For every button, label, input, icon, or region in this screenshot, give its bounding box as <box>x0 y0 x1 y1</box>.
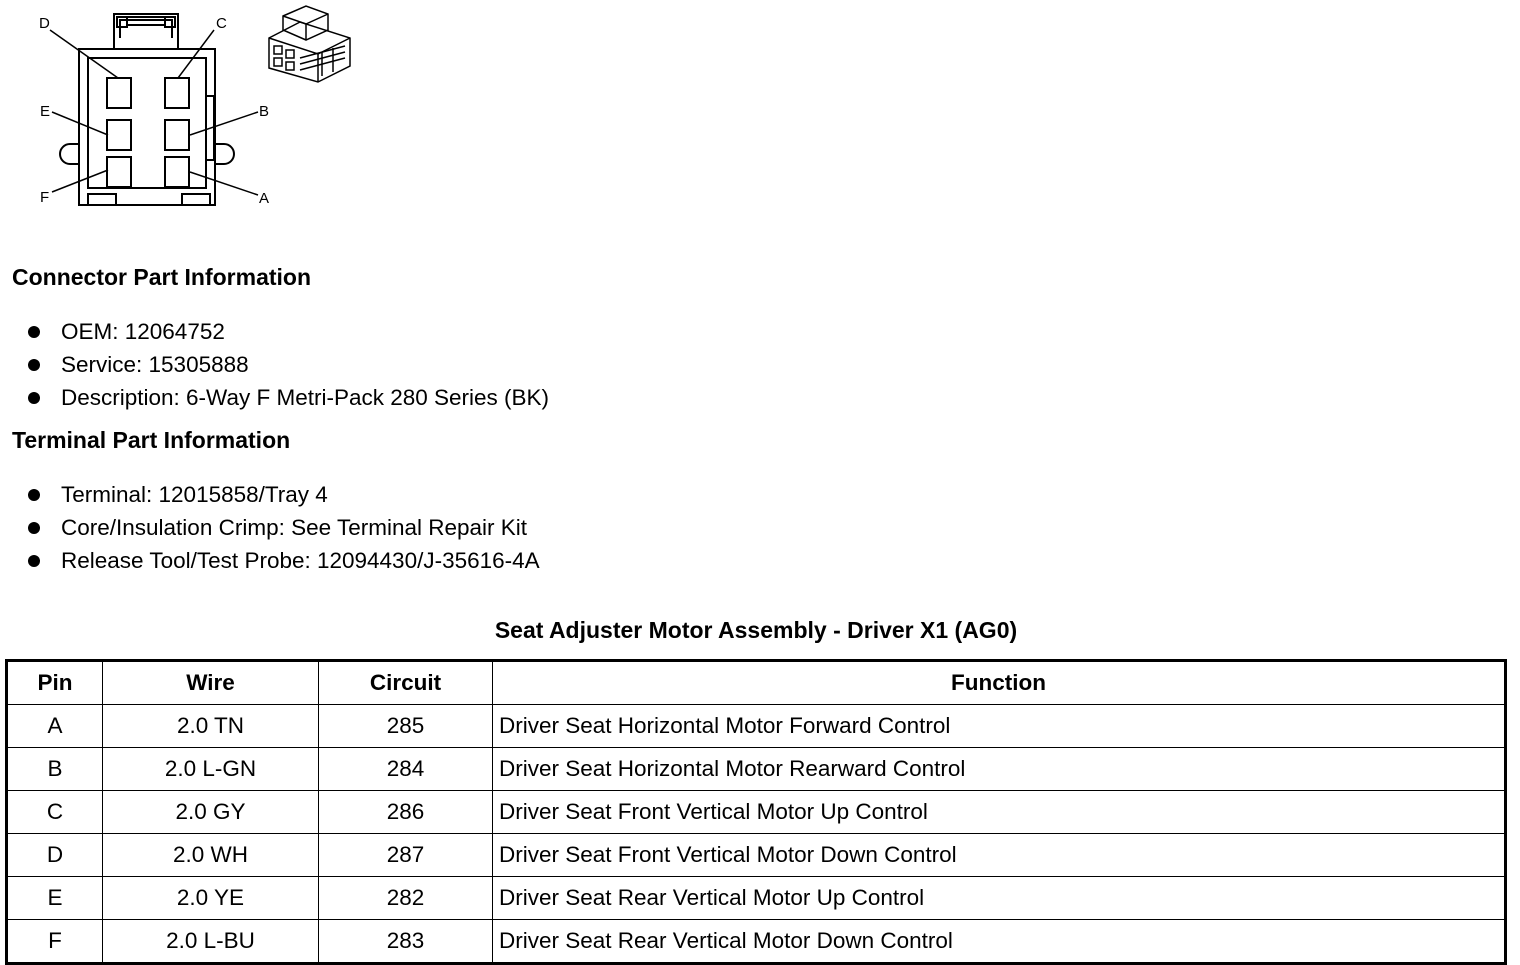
oem-part: OEM: 12064752 <box>61 319 225 344</box>
circuit-cell: 282 <box>319 877 493 920</box>
pin-cell: F <box>7 920 103 964</box>
pin-cell: A <box>7 705 103 748</box>
bullet-icon <box>28 326 40 338</box>
wire-cell: 2.0 YE <box>103 877 319 920</box>
table-row <box>7 705 1506 748</box>
header-circuit: Circuit <box>319 661 493 705</box>
bullet-icon <box>28 359 40 371</box>
circuit-cell: 283 <box>319 920 493 964</box>
function-cell: Driver Seat Front Vertical Motor Up Control <box>493 791 1506 834</box>
table-row <box>7 834 1506 877</box>
function-cell: Driver Seat Horizontal Motor Forward Control <box>493 705 1506 748</box>
bullet-icon <box>28 522 40 534</box>
header-function: Function <box>493 661 1506 705</box>
wire-cell: 2.0 TN <box>103 705 319 748</box>
callout-a: A <box>259 190 270 207</box>
circuit-cell: 284 <box>319 748 493 791</box>
callout-d: D <box>39 15 50 32</box>
list-item <box>28 348 549 381</box>
cavity-f <box>107 157 131 187</box>
circuit-cell: 287 <box>319 834 493 877</box>
function-cell: Driver Seat Rear Vertical Motor Down Control <box>493 920 1506 964</box>
callout-e: E <box>40 103 51 120</box>
table-header-row <box>7 661 1506 705</box>
callout-b: B <box>259 103 270 120</box>
table-row <box>7 877 1506 920</box>
pin-cell: D <box>7 834 103 877</box>
connector-diagram <box>0 0 360 215</box>
connector-info-list <box>28 315 549 414</box>
release-tool: Release Tool/Test Probe: 12094430/J-35616-4A <box>61 548 540 573</box>
connector-isometric-view <box>269 6 350 82</box>
table-row <box>7 920 1506 964</box>
list-item <box>28 381 549 414</box>
cavity-d <box>107 78 131 108</box>
table-row <box>7 791 1506 834</box>
pin-cell: E <box>7 877 103 920</box>
bullet-icon <box>28 489 40 501</box>
function-cell: Driver Seat Horizontal Motor Rearward Control <box>493 748 1506 791</box>
circuit-cell: 286 <box>319 791 493 834</box>
header-wire: Wire <box>103 661 319 705</box>
callout-c: C <box>216 15 227 32</box>
cavity-a <box>165 157 189 187</box>
connector-info-heading: Connector Part Information <box>12 264 312 290</box>
service-part: Service: 15305888 <box>61 352 249 377</box>
callout-f: F <box>40 189 50 206</box>
wire-cell: 2.0 WH <box>103 834 319 877</box>
list-item <box>28 478 540 511</box>
list-item <box>28 511 540 544</box>
cavity-b <box>165 120 189 150</box>
wire-cell: 2.0 L-GN <box>103 748 319 791</box>
pinout-table <box>5 659 1507 965</box>
cavity-c <box>165 78 189 108</box>
function-cell: Driver Seat Rear Vertical Motor Up Control <box>493 877 1506 920</box>
connector-front-view <box>50 14 258 205</box>
table-title: Seat Adjuster Motor Assembly - Driver X1 (AG0) <box>494 617 1018 643</box>
terminal-info-heading: Terminal Part Information <box>12 427 291 453</box>
pin-cell: B <box>7 748 103 791</box>
pin-cell: C <box>7 791 103 834</box>
header-pin: Pin <box>7 661 103 705</box>
bullet-icon <box>28 392 40 404</box>
cavity-e <box>107 120 131 150</box>
terminal-part: Terminal: 12015858/Tray 4 <box>61 482 328 507</box>
connector-description: Description: 6-Way F Metri-Pack 280 Series (BK) <box>61 385 550 410</box>
function-cell: Driver Seat Front Vertical Motor Down Control <box>493 834 1506 877</box>
circuit-cell: 285 <box>319 705 493 748</box>
wire-cell: 2.0 L-BU <box>103 920 319 964</box>
bullet-icon <box>28 555 40 567</box>
terminal-info-list <box>28 478 540 577</box>
wire-cell: 2.0 GY <box>103 791 319 834</box>
table-row <box>7 748 1506 791</box>
list-item <box>28 544 540 577</box>
crimp-info: Core/Insulation Crimp: See Terminal Repair Kit <box>61 515 528 540</box>
list-item <box>28 315 549 348</box>
